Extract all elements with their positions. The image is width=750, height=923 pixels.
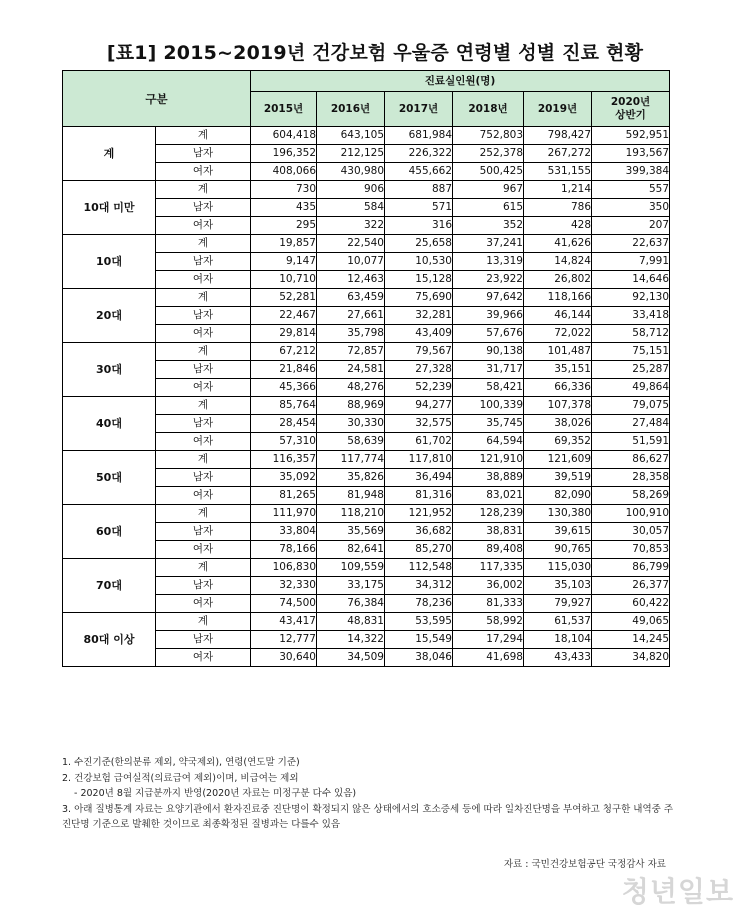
patient-count-cell: 14,322: [317, 631, 385, 649]
patient-count-cell: 69,352: [524, 433, 592, 451]
year-header: 2016년: [317, 92, 385, 127]
patient-count-cell: 115,030: [524, 559, 592, 577]
patient-count-cell: 35,103: [524, 577, 592, 595]
sex-label: 남자: [156, 523, 251, 541]
patient-count-cell: 33,175: [317, 577, 385, 595]
sex-label: 계: [156, 235, 251, 253]
patient-count-cell: 94,277: [385, 397, 453, 415]
patient-count-cell: 130,380: [524, 505, 592, 523]
patient-count-cell: 428: [524, 217, 592, 235]
patient-count-cell: 35,826: [317, 469, 385, 487]
age-group-label: 40대: [63, 397, 156, 451]
patient-count-cell: 48,831: [317, 613, 385, 631]
patient-count-cell: 67,212: [251, 343, 317, 361]
footnote-2: 2. 건강보험 급여실적(의료급여 제외)이며, 비급여는 제외: [62, 772, 299, 784]
patient-count-cell: 435: [251, 199, 317, 217]
patient-count-cell: 43,433: [524, 649, 592, 667]
patient-count-cell: 57,310: [251, 433, 317, 451]
patient-count-cell: 10,077: [317, 253, 385, 271]
sex-label: 계: [156, 127, 251, 145]
patient-count-cell: 117,810: [385, 451, 453, 469]
table-row: [63, 613, 670, 631]
patient-count-cell: 12,777: [251, 631, 317, 649]
patient-count-cell: 78,236: [385, 595, 453, 613]
sex-label: 남자: [156, 145, 251, 163]
patient-count-cell: 39,519: [524, 469, 592, 487]
patient-count-cell: 57,676: [453, 325, 524, 343]
patient-count-cell: 72,022: [524, 325, 592, 343]
patient-count-cell: 61,537: [524, 613, 592, 631]
patient-count-cell: 26,802: [524, 271, 592, 289]
patient-count-cell: 58,269: [592, 487, 670, 505]
age-group-label: 80대 이상: [63, 613, 156, 667]
patient-count-cell: 52,239: [385, 379, 453, 397]
patient-count-cell: 19,857: [251, 235, 317, 253]
patient-count-cell: 121,609: [524, 451, 592, 469]
table-row: [63, 127, 670, 145]
patient-count-cell: 798,427: [524, 127, 592, 145]
patient-count-cell: 128,239: [453, 505, 524, 523]
patient-count-cell: 22,540: [317, 235, 385, 253]
footnotes: [62, 755, 682, 833]
footnote-2-detail: - 2020년 8월 지급분까지 반영(2020년 자료는 미정구분 다수 있음): [74, 788, 357, 799]
patient-count-cell: 15,549: [385, 631, 453, 649]
patient-count-cell: 39,615: [524, 523, 592, 541]
patient-count-cell: 38,026: [524, 415, 592, 433]
patient-count-cell: 500,425: [453, 163, 524, 181]
patient-count-cell: 752,803: [453, 127, 524, 145]
table-row: [63, 559, 670, 577]
patient-count-cell: 106,830: [251, 559, 317, 577]
table-row: [63, 343, 670, 361]
patient-count-cell: 22,467: [251, 307, 317, 325]
sex-label: 계: [156, 397, 251, 415]
patient-count-cell: 681,984: [385, 127, 453, 145]
patient-count-cell: 193,567: [592, 145, 670, 163]
patient-count-cell: 10,530: [385, 253, 453, 271]
patient-count-cell: 267,272: [524, 145, 592, 163]
patient-count-cell: 592,951: [592, 127, 670, 145]
patient-count-cell: 121,952: [385, 505, 453, 523]
patient-count-cell: 75,690: [385, 289, 453, 307]
patient-count-cell: 1,214: [524, 181, 592, 199]
sex-label: 여자: [156, 163, 251, 181]
patient-count-cell: 111,970: [251, 505, 317, 523]
patient-count-cell: 15,128: [385, 271, 453, 289]
patient-count-cell: 34,820: [592, 649, 670, 667]
patient-count-cell: 730: [251, 181, 317, 199]
patient-count-cell: 10,710: [251, 271, 317, 289]
sex-label: 계: [156, 613, 251, 631]
patient-count-cell: 33,804: [251, 523, 317, 541]
patient-count-cell: 66,336: [524, 379, 592, 397]
year-header-line: 2020년: [610, 96, 651, 108]
sex-label: 여자: [156, 649, 251, 667]
patient-count-cell: 37,241: [453, 235, 524, 253]
patient-count-cell: 30,057: [592, 523, 670, 541]
sex-label: 남자: [156, 307, 251, 325]
sex-label: 남자: [156, 415, 251, 433]
patient-count-cell: 207: [592, 217, 670, 235]
patient-count-cell: 39,966: [453, 307, 524, 325]
patient-count-cell: 74,500: [251, 595, 317, 613]
patient-count-cell: 643,105: [317, 127, 385, 145]
patient-count-cell: 408,066: [251, 163, 317, 181]
year-header: 2019년: [524, 92, 592, 127]
footnote-1: 1. 수진기준(한의분류 제외, 약국제외), 연령(연도말 기준): [62, 757, 300, 768]
patient-count-cell: 70,853: [592, 541, 670, 559]
patient-count-cell: 14,245: [592, 631, 670, 649]
patient-count-cell: 41,626: [524, 235, 592, 253]
sex-label: 여자: [156, 379, 251, 397]
patient-count-cell: 35,151: [524, 361, 592, 379]
patient-count-cell: 967: [453, 181, 524, 199]
patient-count-cell: 92,130: [592, 289, 670, 307]
table-row: [63, 181, 670, 199]
patient-count-cell: 252,378: [453, 145, 524, 163]
table-row: [63, 235, 670, 253]
patient-count-cell: 12,463: [317, 271, 385, 289]
patient-count-cell: 118,166: [524, 289, 592, 307]
sex-label: 여자: [156, 487, 251, 505]
year-header: 2017년: [385, 92, 453, 127]
patient-count-cell: 36,494: [385, 469, 453, 487]
age-group-label: 60대: [63, 505, 156, 559]
patient-count-cell: 34,509: [317, 649, 385, 667]
patient-count-cell: 112,548: [385, 559, 453, 577]
table-title: [표1] 2015~2019년 건강보험 우울증 연령별 성별 진료 현황: [106, 42, 644, 64]
patient-count-cell: 82,090: [524, 487, 592, 505]
patient-count-cell: 89,408: [453, 541, 524, 559]
patient-count-cell: 14,824: [524, 253, 592, 271]
age-group-label: 70대: [63, 559, 156, 613]
patients-header: 진료실인원(명): [251, 71, 670, 92]
sex-label: 여자: [156, 595, 251, 613]
patient-count-cell: 887: [385, 181, 453, 199]
patient-count-cell: 455,662: [385, 163, 453, 181]
patient-count-cell: 76,384: [317, 595, 385, 613]
patient-count-cell: 75,151: [592, 343, 670, 361]
patient-count-cell: 48,276: [317, 379, 385, 397]
patient-count-cell: 90,138: [453, 343, 524, 361]
patient-count-cell: 21,846: [251, 361, 317, 379]
table-row: [63, 397, 670, 415]
patient-count-cell: 43,409: [385, 325, 453, 343]
patient-count-cell: 571: [385, 199, 453, 217]
patient-count-cell: 81,948: [317, 487, 385, 505]
patient-count-cell: 78,166: [251, 541, 317, 559]
patient-count-cell: 196,352: [251, 145, 317, 163]
sex-label: 계: [156, 289, 251, 307]
patient-count-cell: 117,774: [317, 451, 385, 469]
patient-count-cell: 45,366: [251, 379, 317, 397]
sex-label: 남자: [156, 253, 251, 271]
patient-count-cell: 786: [524, 199, 592, 217]
patient-count-cell: 531,155: [524, 163, 592, 181]
patient-count-cell: 79,927: [524, 595, 592, 613]
patient-count-cell: 58,992: [453, 613, 524, 631]
patient-count-cell: 31,717: [453, 361, 524, 379]
patient-count-cell: 27,328: [385, 361, 453, 379]
patient-count-cell: 18,104: [524, 631, 592, 649]
patient-count-cell: 24,581: [317, 361, 385, 379]
patient-count-cell: 906: [317, 181, 385, 199]
patient-count-cell: 35,569: [317, 523, 385, 541]
patient-count-cell: 60,422: [592, 595, 670, 613]
patient-count-cell: 53,595: [385, 613, 453, 631]
patient-count-cell: 79,567: [385, 343, 453, 361]
sex-label: 계: [156, 451, 251, 469]
patient-count-cell: 85,270: [385, 541, 453, 559]
patient-count-cell: 86,627: [592, 451, 670, 469]
year-header: 2018년: [453, 92, 524, 127]
patient-count-cell: 226,322: [385, 145, 453, 163]
patient-count-cell: 32,575: [385, 415, 453, 433]
patient-count-cell: 63,459: [317, 289, 385, 307]
patient-count-cell: 81,265: [251, 487, 317, 505]
patient-count-cell: 61,702: [385, 433, 453, 451]
age-group-label: 50대: [63, 451, 156, 505]
patient-count-cell: 81,316: [385, 487, 453, 505]
depression-stats-table: [62, 70, 670, 667]
patient-count-cell: 584: [317, 199, 385, 217]
patient-count-cell: 33,418: [592, 307, 670, 325]
patient-count-cell: 14,646: [592, 271, 670, 289]
category-header: 구분: [63, 71, 251, 127]
sex-label: 계: [156, 343, 251, 361]
patient-count-cell: 13,319: [453, 253, 524, 271]
patient-count-cell: 322: [317, 217, 385, 235]
patient-count-cell: 58,639: [317, 433, 385, 451]
patient-count-cell: 49,864: [592, 379, 670, 397]
patient-count-cell: 28,358: [592, 469, 670, 487]
patient-count-cell: 88,969: [317, 397, 385, 415]
patient-count-cell: 32,330: [251, 577, 317, 595]
patient-count-cell: 90,765: [524, 541, 592, 559]
patient-count-cell: 25,658: [385, 235, 453, 253]
age-group-label: 30대: [63, 343, 156, 397]
patient-count-cell: 36,002: [453, 577, 524, 595]
sex-label: 남자: [156, 577, 251, 595]
patient-count-cell: 51,591: [592, 433, 670, 451]
patient-count-cell: 35,798: [317, 325, 385, 343]
patient-count-cell: 79,075: [592, 397, 670, 415]
source-note: 자료 : 국민건강보험공단 국정감사 자료: [503, 859, 666, 870]
patient-count-cell: 615: [453, 199, 524, 217]
age-group-label: 계: [63, 127, 156, 181]
patient-count-cell: 118,210: [317, 505, 385, 523]
sex-label: 계: [156, 505, 251, 523]
patient-count-cell: 72,857: [317, 343, 385, 361]
year-header-line: 상반기: [615, 109, 646, 121]
year-header: [592, 92, 670, 127]
patient-count-cell: 295: [251, 217, 317, 235]
patient-count-cell: 58,421: [453, 379, 524, 397]
sex-label: 남자: [156, 361, 251, 379]
patient-count-cell: 100,339: [453, 397, 524, 415]
patient-count-cell: 100,910: [592, 505, 670, 523]
patient-count-cell: 107,378: [524, 397, 592, 415]
patient-count-cell: 38,046: [385, 649, 453, 667]
patient-count-cell: 101,487: [524, 343, 592, 361]
patient-count-cell: 7,991: [592, 253, 670, 271]
patient-count-cell: 17,294: [453, 631, 524, 649]
sex-label: 여자: [156, 433, 251, 451]
patient-count-cell: 82,641: [317, 541, 385, 559]
patient-count-cell: 557: [592, 181, 670, 199]
patient-count-cell: 49,065: [592, 613, 670, 631]
patient-count-cell: 30,640: [251, 649, 317, 667]
patient-count-cell: 83,021: [453, 487, 524, 505]
patient-count-cell: 64,594: [453, 433, 524, 451]
publisher-watermark: 청년일보: [621, 875, 734, 908]
patient-count-cell: 109,559: [317, 559, 385, 577]
age-group-label: 10대 미만: [63, 181, 156, 235]
patient-count-cell: 34,312: [385, 577, 453, 595]
patient-count-cell: 399,384: [592, 163, 670, 181]
sex-label: 계: [156, 181, 251, 199]
patient-count-cell: 81,333: [453, 595, 524, 613]
patient-count-cell: 121,910: [453, 451, 524, 469]
sex-label: 남자: [156, 469, 251, 487]
patient-count-cell: 26,377: [592, 577, 670, 595]
patient-count-cell: 85,764: [251, 397, 317, 415]
patient-count-cell: 46,144: [524, 307, 592, 325]
year-header: 2015년: [251, 92, 317, 127]
patient-count-cell: 27,484: [592, 415, 670, 433]
sex-label: 여자: [156, 271, 251, 289]
patient-count-cell: 29,814: [251, 325, 317, 343]
patient-count-cell: 38,889: [453, 469, 524, 487]
patient-count-cell: 350: [592, 199, 670, 217]
patient-count-cell: 41,698: [453, 649, 524, 667]
sex-label: 남자: [156, 631, 251, 649]
sex-label: 남자: [156, 199, 251, 217]
patient-count-cell: 30,330: [317, 415, 385, 433]
patient-count-cell: 58,712: [592, 325, 670, 343]
sex-label: 여자: [156, 541, 251, 559]
patient-count-cell: 35,745: [453, 415, 524, 433]
age-group-label: 10대: [63, 235, 156, 289]
table-row: [63, 289, 670, 307]
patient-count-cell: 86,799: [592, 559, 670, 577]
footnote-3: 3. 아래 질병통계 자료는 요양기관에서 환자진료중 진단명이 확정되지 않은 상태에서의 호소증세 등에 따라 일차진단명을 부여하고 청구한 내역중 주진단명 기준으로 발췌한 것이므로 최종확정된 질병과는 다를수 있음: [62, 803, 674, 830]
table-body: [63, 127, 670, 667]
table-row: [63, 451, 670, 469]
patient-count-cell: 212,125: [317, 145, 385, 163]
patient-count-cell: 23,922: [453, 271, 524, 289]
patient-count-cell: 116,357: [251, 451, 317, 469]
patient-count-cell: 28,454: [251, 415, 317, 433]
patient-count-cell: 43,417: [251, 613, 317, 631]
patient-count-cell: 352: [453, 217, 524, 235]
patient-count-cell: 117,335: [453, 559, 524, 577]
patient-count-cell: 35,092: [251, 469, 317, 487]
patient-count-cell: 316: [385, 217, 453, 235]
sex-label: 계: [156, 559, 251, 577]
age-group-label: 20대: [63, 289, 156, 343]
patient-count-cell: 38,831: [453, 523, 524, 541]
sex-label: 여자: [156, 325, 251, 343]
table-row: [63, 505, 670, 523]
patient-count-cell: 9,147: [251, 253, 317, 271]
patient-count-cell: 22,637: [592, 235, 670, 253]
patient-count-cell: 52,281: [251, 289, 317, 307]
sex-label: 여자: [156, 217, 251, 235]
patient-count-cell: 32,281: [385, 307, 453, 325]
patient-count-cell: 36,682: [385, 523, 453, 541]
patient-count-cell: 97,642: [453, 289, 524, 307]
patient-count-cell: 604,418: [251, 127, 317, 145]
patient-count-cell: 430,980: [317, 163, 385, 181]
patient-count-cell: 25,287: [592, 361, 670, 379]
patient-count-cell: 27,661: [317, 307, 385, 325]
